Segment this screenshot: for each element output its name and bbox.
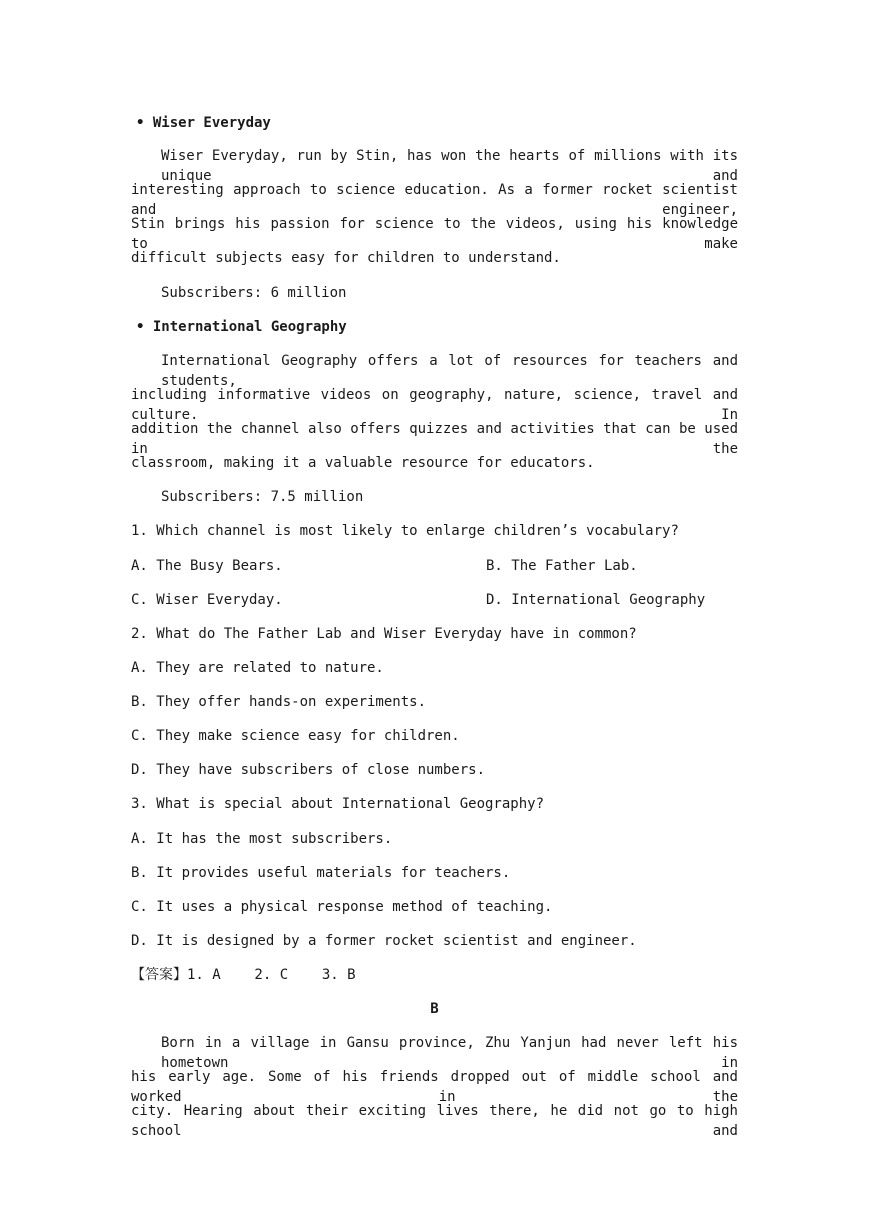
subscribers-count: Subscribers: 6 million bbox=[161, 285, 347, 301]
paragraph-line: city. Hearing about their exciting lives there, he did not go to high school and bbox=[131, 1103, 738, 1139]
paragraph-line: International Geography offers a lot of resources for teachers and students, bbox=[161, 353, 738, 389]
subscribers-count: Subscribers: 7.5 million bbox=[161, 489, 364, 505]
section-heading-international-geography: • International Geography bbox=[136, 319, 347, 335]
option-d: D. They have subscribers of close numbers. bbox=[131, 762, 486, 778]
option-b: B. The Father Lab. bbox=[486, 558, 638, 574]
option-c: C. Wiser Everyday. bbox=[131, 592, 283, 608]
paragraph-line: interesting approach to science education. As a former rocket scientist and engineer, bbox=[131, 182, 738, 218]
paragraph-line: including informative videos on geography, nature, science, travel and culture. In bbox=[131, 387, 738, 423]
option-a: A. They are related to nature. bbox=[131, 660, 384, 676]
question-stem: 1. Which channel is most likely to enlarge children’s vocabulary? bbox=[131, 523, 679, 539]
option-c: C. They make science easy for children. bbox=[131, 728, 460, 744]
question-stem: 2. What do The Father Lab and Wiser Everyday have in common? bbox=[131, 626, 637, 642]
paragraph-line: Stin brings his passion for science to the videos, using his knowledge to make bbox=[131, 216, 738, 252]
option-b: B. It provides useful materials for teachers. bbox=[131, 865, 511, 881]
paragraph-line: Born in a village in Gansu province, Zhu Yanjun had never left his hometown in bbox=[161, 1035, 738, 1071]
option-b: B. They offer hands-on experiments. bbox=[131, 694, 427, 710]
answer-key: 【答案】1. A 2. C 3. B bbox=[131, 967, 356, 983]
option-d: D. It is designed by a former rocket scientist and engineer. bbox=[131, 933, 637, 949]
question-stem: 3. What is special about International Geography? bbox=[131, 796, 545, 812]
option-a: A. It has the most subscribers. bbox=[131, 831, 393, 847]
option-d: D. International Geography bbox=[486, 592, 706, 608]
paragraph-line: his early age. Some of his friends dropped out of middle school and worked in the bbox=[131, 1069, 738, 1105]
paragraph-line: difficult subjects easy for children to understand. bbox=[131, 250, 561, 266]
paragraph-line: addition the channel also offers quizzes and activities that can be used in the bbox=[131, 421, 738, 457]
paragraph-line: Wiser Everyday, run by Stin, has won the hearts of millions with its unique and bbox=[161, 148, 738, 184]
passage-title: B bbox=[430, 1001, 439, 1017]
option-a: A. The Busy Bears. bbox=[131, 558, 283, 574]
paragraph-line: classroom, making it a valuable resource for educators. bbox=[131, 455, 595, 471]
section-heading-wiser-everyday: • Wiser Everyday bbox=[136, 115, 271, 131]
option-c: C. It uses a physical response method of teaching. bbox=[131, 899, 553, 915]
